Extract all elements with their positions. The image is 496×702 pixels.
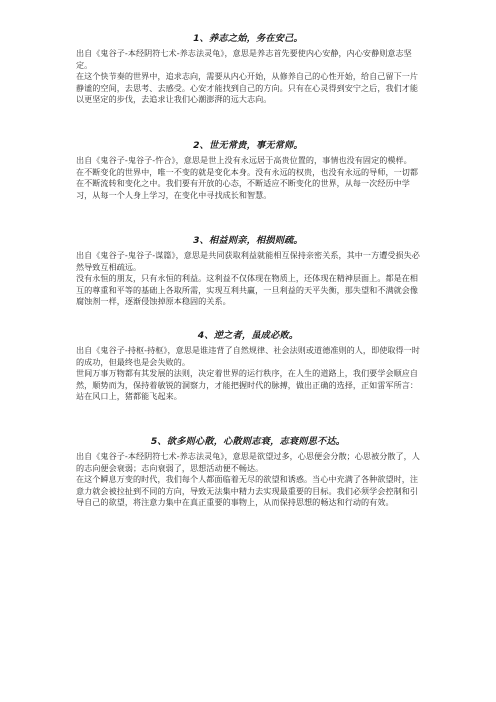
section-title: 1、养志之始，务在安己。 xyxy=(193,33,303,44)
commentary-paragraph: 在这个快节奏的世界中，追求志向，需要从内心开始，从修养自己的心性开始，给自己留下一片静谧的空间，去思考、去感受。心安才能找到自己的方向。只有在心灵得到安宁之后，我们才能以更坚定的步伐，去追求让我们心潮澎湃的远大志向。 xyxy=(76,71,419,105)
commentary-paragraph: 世间万事万物都有其发展的法则，决定着世界的运行秩序，在人生的道路上，我们要学会顺应自然，顺势而为，保持着敏锐的洞察力，才能把握时代的脉搏，做出正确的选择，正如雷军所言：站在风口上，猪都能飞起来。 xyxy=(76,368,419,402)
section-title: 5、欲多则心散，心散则志衰，志衰则思不达。 xyxy=(150,436,346,447)
section-title: 3、相益则亲，相损则疏。 xyxy=(193,235,303,246)
commentary-paragraph: 在这个瞬息万变的时代，我们每个人都面临着无尽的欲望和诱惑。当心中充满了各种欲望时，注意力就会被拉扯到不同的方向，导致无法集中精力去实现最重要的目标。我们必须学会控制和引导自己的欲望，将注意力集中在真正重要的事物上，从而保持思想的畅达和行动的有效。 xyxy=(76,474,419,508)
section-4 xyxy=(0,330,496,403)
section-5 xyxy=(0,436,496,509)
source-paragraph: 出自《鬼谷子-鬼谷子-忤合》，意思是世上没有永远居于高贵位置的，事情也没有固定的模样。 xyxy=(76,155,412,165)
commentary-paragraph: 没有永恒的朋友，只有永恒的利益。这利益不仅体现在物质上，还体现在精神层面上。都是在相互的尊重和平等的基础上各取所需，实现互利共赢，一旦利益的天平失衡，那失望和不满就会像腐蚀剂一样，逐渐侵蚀掉原本稳固的关系。 xyxy=(76,273,419,307)
section-2 xyxy=(0,140,496,201)
source-paragraph: 出自《鬼谷子-本经阴符七术-养志法灵龟》，意思是欲望过多，心思便会分散；心思被分散了，人的志向便会衰弱；志向衰弱了，思想活动便不畅达。 xyxy=(76,451,420,473)
section-title: 2、世无常贵，事无常师。 xyxy=(193,140,303,151)
source-paragraph: 出自《鬼谷子-持枢-持枢》，意思是谁违背了自然规律、社会法则或道德准则的人，即使取得一时的成功，但最终也是会失败的。 xyxy=(76,345,420,367)
commentary-paragraph: 在不断变化的世界中，唯一不变的就是变化本身。没有永远的权贵，也没有永远的导师，一切都在不断流转和变化之中。我们要有开放的心态，不断适应不断变化的世界，从每一次经历中学习，从每一个人身上学习，在变化中寻找成长和智慧。 xyxy=(76,166,419,200)
source-paragraph: 出自《鬼谷子-本经阴符七术-养志法灵龟》，意思是养志首先要使内心安静，内心安静则意志坚定。 xyxy=(76,48,412,70)
section-3 xyxy=(0,235,496,308)
section-1 xyxy=(0,33,496,106)
section-title: 4、逆之者，虽成必败。 xyxy=(197,330,299,341)
source-paragraph: 出自《鬼谷子-鬼谷子-谋篇》，意思是共同获取利益就能相互保持亲密关系，其中一方遭受损失必然导致互相疏远。 xyxy=(76,250,420,272)
